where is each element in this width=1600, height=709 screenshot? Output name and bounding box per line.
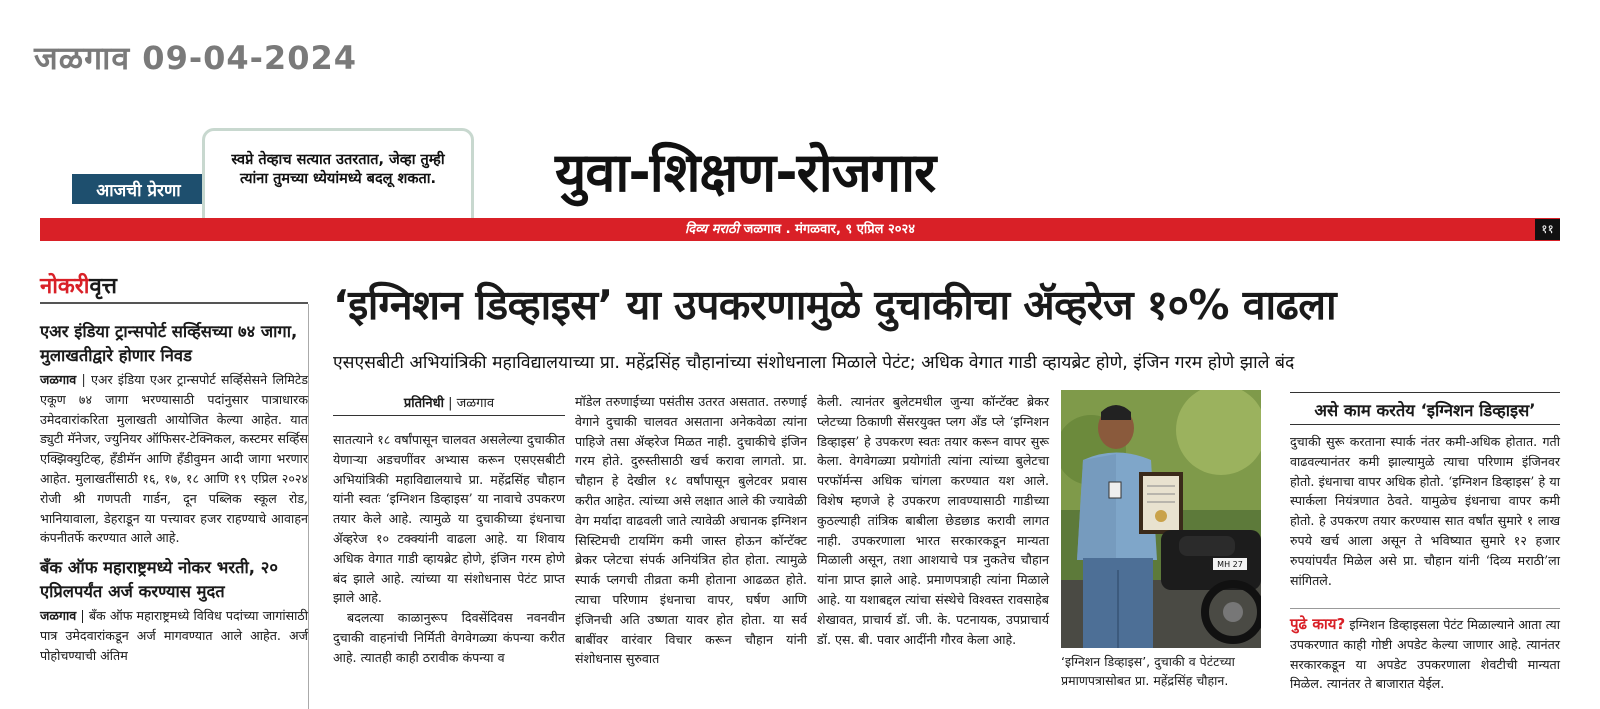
byline-place: जळगाव <box>456 396 495 411</box>
lead-column-2 <box>575 392 807 669</box>
divider <box>1290 392 1560 393</box>
lead-paragraph: केली. त्यानंतर बुलेटमधील जुन्या कॉन्टॅक्ट ब्रेकर प्लेटच्या ठिकाणी सेंसरयुक्त प्लग अँड प्ले ‘इग्निशन डिव्हाइस’ हे उपकरण स्वतः तयार करून वापर सुरू केला. वेगवेगळ्या प्रयोगांती त्यांना त्यांच्या बुलेटचा परफॉर्मन्स अधिक चांगला करण्यात यश आले. विशेष म्हणजे हे उपकरण लावण्यासाठी गाडीच्या कुठल्याही तांत्रिक बाबीला छेडछाड करावी लागत नाही. उपकरणाला भारत सरकारकडून मान्यता मिळाली असून, तशा आशयाचे पत्र नुकतेच चौहान यांना प्राप्त झाले आहे. प्रमाणपत्राही त्यांना मिळाले आहे. या यशाबद्दल त्यांचा संस्थेचे विश्वस्त रावसाहेब शेखावत, प्राचार्य डॉ. जी. के. पटनायक, उपप्राचार्य डॉ. एस. बी. पवार आदींनी गौरव केला आहे. <box>817 394 1049 647</box>
divider <box>1290 424 1560 425</box>
byline-name: प्रतिनिधी <box>403 396 444 411</box>
next-steps <box>1290 615 1560 694</box>
prerana-tag: आजची प्रेरणा <box>72 174 205 204</box>
naukri-heading <box>40 270 117 300</box>
photo-caption: ‘इग्निशन डिव्हाइस’, दुचाकी व पेटंटच्या प्रमाणपत्रासोबत प्रा. महेंद्रसिंह चौहान. <box>1061 654 1235 688</box>
byline: प्रतिनिधी | जळगाव <box>403 396 495 411</box>
story1-text: एअर इंडिया एअर ट्रान्सपोर्ट सर्व्हिसेसने लिमिटेड एकूण ७४ जागा भरण्यासाठी पदांनुसार पात्राधारक उमेदवारांकरिता मुलाखती आयोजित केल्या आहेत. यात ड्युटी मॅनेजर, ज्युनियर ऑफिसर-टेक्निकल, कस्टमर सर्व्हिस एक्झिक्युटिव्ह, हँडीमॅन आणि हँडीवुमन आदी जागा भरणार आहेत. मुलाखतींसाठी १६, १७, १८ आणि १९ एप्रिल २०२४ रोजी श्री गणपती गार्डन, दून पब्लिक स्कूल रोड, भानियावाला, डेहराडून या पत्त्यावर हजर राहण्याचे आवाहन कंपनीतर्फे करण्यात आले आहे. <box>40 372 309 546</box>
sidebar-body <box>1290 432 1560 590</box>
naukri-column <box>40 320 308 666</box>
next-body: इग्निशन डिव्हाइसला पेटंट मिळाल्याने आता त्या उपकरणात काही गोष्टी अपडेट केल्या जाणार आहे. त्यानंतर सरकारकडून या अपडेट उपकरणाला शेवटीची मान्यता मिळेल. त्यानंतर ते बाजारात येईल. <box>1290 617 1560 692</box>
story1-dateline: जळगाव <box>40 372 77 387</box>
divider <box>1290 608 1560 609</box>
photo-illustration <box>1061 390 1261 648</box>
story2-text: बँक ऑफ महाराष्ट्रमध्ये विविध पदांच्या जागांसाठी पात्र उमेदवारांकडून अर्ज मागवण्यात आले आहेत. अर्ज पोहोचण्याची अंतिम <box>40 608 309 663</box>
story1-headline: एअर इंडिया ट्रान्सपोर्ट सर्व्हिसच्या ७४ जागा, मुलाखतीद्वारे होणार निवड <box>40 322 298 365</box>
paper-info: जळगाव . मंगळवार, ९ एप्रिल २०२४ <box>743 222 916 237</box>
paper-info-line <box>40 219 1560 240</box>
sidebar-paragraph: दुचाकी सुरू करताना स्पार्क नंतर कमी-अधिक होतात. गती वाढवल्यानंतर कमी झाल्यामुळे त्याचा परिणाम इंजिनवर होतो. इंधनाचा वापर अधिक होतो. ‘इग्निशन डिव्हाइस’ हे या स्पार्कला नियंत्रणात ठेवते. यामुळेच इंधनाचा वापर कमी होतो. हे उपकरण तयार करण्यास सात वर्षांत सुमारे १ लाख रुपये खर्च आला असून ते भविष्यात सुमारे १२ हजार रुपयांपर्यंत मिळेल असे प्रा. चौहान यांनी ‘दिव्य मराठी’ला सांगितले. <box>1290 434 1560 588</box>
lead-paragraph: सातत्याने १८ वर्षांपासून चालवत असलेल्या दुचाकीत येणाऱ्या अडचणींवर अभ्यास करून एसएसबीटी अभियांत्रिकी महाविद्यालयाचे प्रा. महेंद्रसिंह चौहान यांनी स्वतः ‘इग्निशन डिव्हाइस’ या नावाचे उपकरण तयार केले आहे. त्यामुळे या दुचाकीच्या इंधनाचा ॲव्हरेज १० टक्क्यांनी वाढला आहे. या शिवाय अधिक वेगात गाडी व्हायब्रेट होणे, इंजिन गरम होणे बंद झाले आहे. त्यांच्या या संशोधनास पेटंट प्राप्त झाले आहे. <box>333 432 565 606</box>
naukri-heading-black: वृत्त <box>89 274 117 299</box>
story2-dateline: जळगाव <box>40 608 77 624</box>
lead-photo <box>1061 390 1261 648</box>
quote-text: स्वप्ने तेव्हाच सत्यात उतरतात, जेव्हा तुम्ही त्यांना तुमच्या ध्येयांमध्ये बदलू शकता. <box>231 152 445 187</box>
divider <box>40 302 308 304</box>
lead-paragraph: मॉडेल तरुणाईच्या पसंतीस उतरत असतात. तरुणाई वेगाने दुचाकी चालवत असताना अनेकवेळा त्यांना पाहिजे तसा ॲव्हरेज मिळत नाही. दुचाकीचे इंजिन गरम होते. दुरुस्तीसाठी खर्च करावा लागतो. प्रा. चौहान हे देखील १८ वर्षांपासून बुलेटवर प्रवास करीत आहेत. त्यांच्या असे लक्षात आले की ज्यावेळी वेग मर्यादा वाढवली जाते त्यावेळी अचानक इग्निशन सिस्टिमची टायमिंग कमी जास्त होऊन कॉन्टॅक्ट ब्रेकर प्लेटचा संपर्क अनियंत्रित होत होता. त्यामुळे स्पार्क प्लगची तीव्रता कमी होताना आढळत होते. त्याचा परिणाम इंधनाचा वापर, घर्षण आणि इंजिनची अति उष्णता यावर होत होता. या सर्व बाबींवर वारंवार विचार करून चौहान यांनी संशोधनास सुरुवात <box>575 394 807 667</box>
lead-headline: ‘इग्निशन डिव्हाइस’ या उपकरणामुळे दुचाकीचा ॲव्हरेज १०% वाढला <box>333 281 1337 329</box>
lead-subhead: एसएसबीटी अभियांत्रिकी महाविद्यालयाच्या प्रा. महेंद्रसिंह चौहानांच्या संशोधनाला मिळाले पेटंट; अधिक वेगात गाडी व्हायब्रेट होणे, इंजिन गरम होणे झाले बंद <box>333 353 1295 373</box>
naukri-heading-red: नोकरी <box>40 274 90 299</box>
next-kicker: पुढे काय? <box>1290 615 1346 633</box>
story1-body: जळगाव | एअर इंडिया एअर ट्रान्सपोर्ट सर्व्हिसेसने लिमिटेड एकूण ७४ जागा भरण्यासाठी पदांनुसार पात्राधारक उमेदवारांकरिता मुलाखती आयोजित केल्या आहेत. यात ड्युटी मॅनेजर, ज्युनियर ऑफिसर-टेक्निकल, कस्टमर सर्व्हिस एक्झिक्युटिव्ह, हँडीमॅन आणि हँडीवुमन आदी जागा भरणार आहेत. मुलाखतींसाठी १६, १७, १८ आणि १९ एप्रिल २०२४ रोजी श्री गणपती गार्डन, दून पब्लिक स्कूल रोड, भानियावाला, डेहराडून या पत्त्यावर हजर राहण्याचे आवाहन कंपनीतर्फे करण्यात आले आहे. <box>40 372 309 546</box>
divider <box>308 304 309 709</box>
lead-column-1 <box>333 430 565 668</box>
divider <box>333 415 565 416</box>
dateline: जळगाव 09-04-2024 <box>34 39 357 77</box>
page-number: ११ <box>1535 219 1560 240</box>
story2-headline: बँक ऑफ महाराष्ट्रमध्ये नोकर भरती, २० एप्रिलपर्यंत अर्ज करण्यास मुदत <box>40 558 278 602</box>
sidebar-heading: असे काम करतेय ‘इग्निशन डिव्हाइस’ <box>1314 401 1536 420</box>
paper-brand: दिव्य मराठी <box>684 222 740 237</box>
story2-body: जळगाव | बँक ऑफ महाराष्ट्रमध्ये विविध पदांच्या जागांसाठी पात्र उमेदवारांकडून अर्ज मागवण्यात आले आहेत. अर्ज पोहोचण्याची अंतिम <box>40 608 309 663</box>
lead-column-3 <box>817 392 1049 649</box>
lead-paragraph: बदलत्या काळानुरूप दिवसेंदिवस नवनवीन दुचाकी वाहनांची निर्मिती वेगवेगळ्या कंपन्या करीत आहे. त्यातही काही ठरावीक कंपन्या व <box>333 610 565 665</box>
bike-plate: MH 27 <box>1217 560 1243 569</box>
section-title: युवा-शिक्षण-रोजगार <box>555 141 936 204</box>
